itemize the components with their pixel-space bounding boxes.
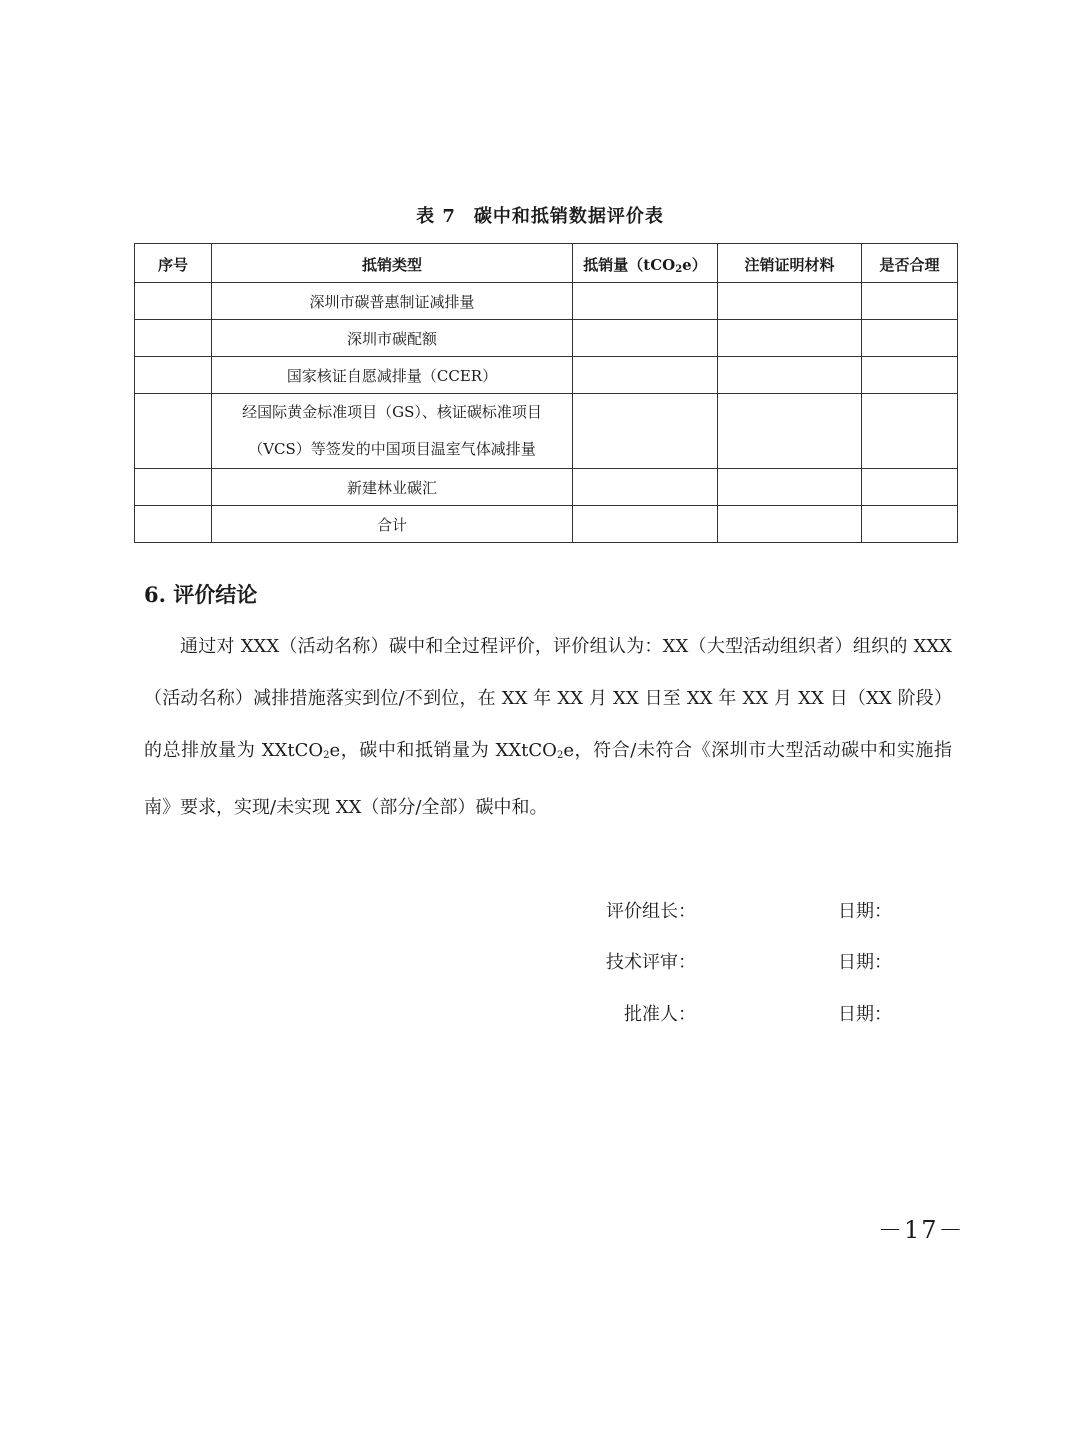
- cell-reasonable: [862, 506, 958, 543]
- cell-reasonable: [862, 283, 958, 320]
- cell-proof: [718, 283, 862, 320]
- cell-reasonable: [862, 469, 958, 506]
- cell-proof: [718, 357, 862, 394]
- table-caption: [0, 202, 1080, 228]
- cell-seq: [135, 394, 212, 469]
- signature-date-approver: 日期：: [838, 1004, 892, 1025]
- cell-seq: [135, 357, 212, 394]
- signature-role-approver: 批准人：: [624, 1004, 696, 1025]
- table-row: [135, 394, 958, 469]
- table-row: [135, 469, 958, 506]
- header-seq: 序号: [135, 244, 212, 283]
- table-header-row: [135, 244, 958, 283]
- cell-amount: [573, 283, 718, 320]
- header-amount: 抵销量（tCO$_2$e）: [573, 244, 718, 283]
- table-row: [135, 506, 958, 543]
- signature-date-reviewer: 日期：: [838, 952, 892, 973]
- cell-proof: [718, 506, 862, 543]
- header-reasonable: 是否合理: [862, 244, 958, 283]
- cell-type: 合计: [212, 506, 573, 543]
- signature-role-reviewer: 技术评审：: [606, 952, 696, 973]
- cell-seq: [135, 506, 212, 543]
- cell-reasonable: [862, 357, 958, 394]
- cell-reasonable: [862, 394, 958, 469]
- table-row: [135, 320, 958, 357]
- signature-date-leader: 日期：: [838, 901, 892, 922]
- header-proof: 注销证明材料: [718, 244, 862, 283]
- table-row: [135, 283, 958, 320]
- cell-amount: [573, 394, 718, 469]
- cell-reasonable: [862, 320, 958, 357]
- cell-amount: [573, 469, 718, 506]
- cell-type: 经国际黄金标准项目（GS）、核证碳标准项目 （VCS）等签发的中国项目温室气体减排量: [212, 394, 573, 469]
- signature-role-leader: 评价组长：: [606, 901, 696, 922]
- cell-proof: [718, 394, 862, 469]
- conclusion-paragraph: 通过对 XXX（活动名称）碳中和全过程评价，评价组认为：XX（大型活动组织者）组织的 XXX（活动名称）减排措施落实到位/不到位，在 XX 年 XX 月 XX 日至 XX 年 XX 月 XX 日（XX 阶段）的总排放量为 XXtCO$_2$e，碳中和抵销量为 XXtCO$_2$e，符合/未符合《深圳市大型活动碳中和实施指南》要求，实现/未实现 XX（部分/全部）碳中和。: [144, 636, 953, 818]
- offset-evaluation-table: [134, 243, 958, 543]
- table-caption-number: 表 7: [416, 206, 456, 227]
- cell-seq: [135, 283, 212, 320]
- page-number: －17－: [878, 1216, 965, 1244]
- cell-seq: [135, 320, 212, 357]
- section-title: 6. 评价结论: [144, 582, 258, 607]
- table-caption-title: 碳中和抵销数据评价表: [473, 206, 664, 227]
- cell-proof: [718, 320, 862, 357]
- cell-amount: [573, 506, 718, 543]
- cell-type: 新建林业碳汇: [212, 469, 573, 506]
- cell-type: 深圳市碳普惠制证减排量: [212, 283, 573, 320]
- cell-amount: [573, 320, 718, 357]
- header-type: 抵销类型: [212, 244, 573, 283]
- table-row: [135, 357, 958, 394]
- cell-amount: [573, 357, 718, 394]
- cell-proof: [718, 469, 862, 506]
- cell-type: 深圳市碳配额: [212, 320, 573, 357]
- cell-seq: [135, 469, 212, 506]
- cell-type: 国家核证自愿减排量（CCER）: [212, 357, 573, 394]
